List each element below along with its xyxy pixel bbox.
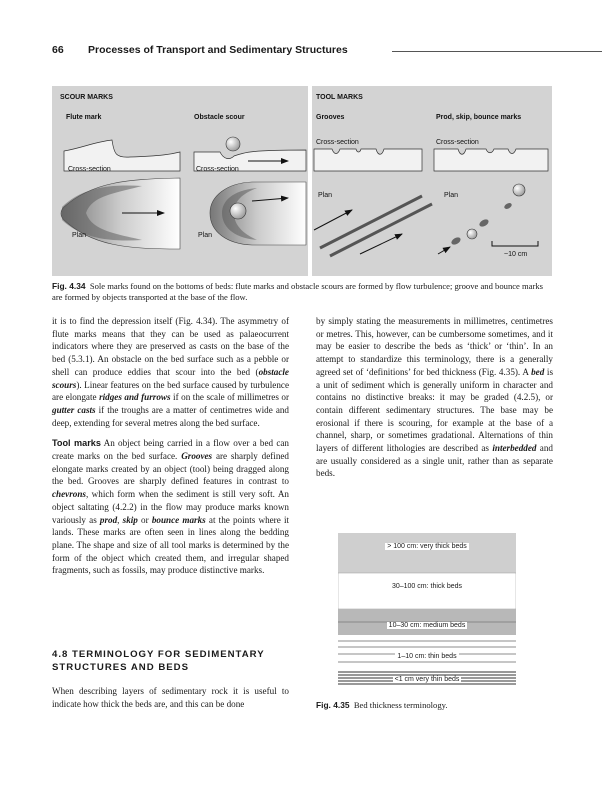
- caption-text: Bed thickness terminology.: [353, 700, 448, 710]
- plan-label: Plan: [72, 232, 87, 239]
- groove-line: [320, 196, 422, 248]
- figure-4-35-caption: [316, 700, 553, 710]
- prod-mark: [450, 236, 462, 246]
- term-obstacle-scours: obstacle scours: [52, 366, 289, 390]
- cross-section-label: Cross-section: [196, 166, 239, 173]
- bouncing-object: [513, 184, 525, 196]
- tool-marks-heading: TOOL MARKS: [316, 94, 363, 101]
- obstacle-pebble-plan: [230, 203, 246, 219]
- figure-4-35: [338, 533, 516, 688]
- flow-arrow: [314, 210, 352, 230]
- scale-bar: [492, 241, 538, 246]
- left-column: [52, 315, 289, 577]
- page-number: 66: [52, 44, 64, 56]
- caption-label: Fig. 4.35: [316, 700, 350, 710]
- scale-label: ~10 cm: [504, 251, 528, 258]
- term-chevrons: chevrons: [52, 489, 86, 500]
- plan-label: Plan: [198, 232, 213, 239]
- very-thick-label: > 100 cm: very thick beds: [387, 543, 467, 550]
- tool-marks-lead: Tool marks: [52, 438, 101, 449]
- caption-text: Sole marks found on the bottoms of beds: flute marks and obstacle scours are formed by flow turbulence; groove and bounce marks are formed by objects transported at the base of the flow.: [52, 281, 544, 302]
- header-rule: [392, 51, 602, 52]
- section-heading-4-8: 4.8 TERMINOLOGY FOR SEDIMENTARY STRUCTURES AND BEDS: [52, 649, 265, 673]
- grooves-title: Grooves: [316, 114, 345, 121]
- panel-divider: [308, 86, 312, 276]
- grooves-cross-section: [314, 149, 422, 171]
- term-gutter-casts: gutter casts: [52, 404, 96, 415]
- caption-label: Fig. 4.34: [52, 281, 86, 291]
- term-skip: skip: [122, 514, 138, 525]
- flute-mark-title: Flute mark: [66, 114, 102, 121]
- term-grooves: Grooves: [181, 451, 213, 462]
- obstacle-pebble: [226, 137, 240, 151]
- obstacle-scour-title: Obstacle scour: [194, 114, 245, 121]
- term-bounce-marks: bounce marks: [151, 514, 206, 525]
- very-thick-bed: [338, 533, 516, 573]
- running-title: Processes of Transport and Sedimentary Structures: [88, 44, 348, 56]
- medium-label: 10–30 cm: medium beds: [388, 622, 466, 629]
- prod-skip-bounce-title: Prod, skip, bounce marks: [436, 114, 522, 121]
- term-bed: bed: [531, 366, 545, 377]
- very-thin-label: <1 cm very thin beds: [394, 676, 460, 683]
- thin-beds-zone: [338, 635, 516, 669]
- flow-arrow: [438, 247, 450, 254]
- thick-bed: [338, 573, 516, 609]
- bouncing-object: [467, 229, 477, 239]
- paragraph-terminology: When describing layers of sedimentary rock it is useful to indicate how thick the beds are, and this can be done: [52, 686, 289, 709]
- plan-label: Plan: [318, 192, 333, 199]
- groove-line: [330, 204, 432, 256]
- thin-label: 1–10 cm: thin beds: [397, 653, 457, 660]
- prod-mark: [503, 202, 512, 210]
- thick-label: 30–100 cm: thick beds: [391, 583, 463, 590]
- right-column: [316, 315, 553, 480]
- cross-section-label: Cross-section: [68, 166, 111, 173]
- scour-marks-heading: SCOUR MARKS: [60, 94, 113, 101]
- running-header: [52, 44, 552, 58]
- cross-section-label: Cross-section: [316, 139, 359, 146]
- paragraph-bed-thickness: by simply stating the measurements in millimetres, centimetres or metres. This, however, can be cumbersome sometimes, and it may be easier to describe the beds as ‘thick’ or ‘thin’. In an attempt to standardize this terminology, there is a generally agreed set of ‘definitions’ for bed thickness (Fig. 4.35). A bed is a unit of sediment which is generally uniform in character and contains no distinctive breaks: it may be graded (4.2.5), or contain different sedimentary structures. The base may be erosional if there is scouring, for example at the base of a channel, sharp, or sometimes gradational. Alternations of thin layers of different lithologies are described as interbedded and are usually considered as a single unit, rather than as separate beds.: [316, 316, 553, 479]
- prod-mark: [478, 218, 490, 228]
- paragraph-flute-obstacle: it is to find the depression itself (Fig. 4.34). The asymmetry of flute marks means that they can be used as palaeocurrent indicators where they are preserved as casts on the base of the bed (5.3.1). An obstacle on the bed surface such as a pebble or shell can produce eddies that scour into the bed (obstacle scours). Linear features on the bed surface caused by turbulence are elongate ridges and furrows if on the scale of millimetres or gutter casts if the troughs are a matter of centimetres wide and deep, extending for several metres along the bed surface.: [52, 316, 289, 428]
- term-interbedded: interbedded: [492, 443, 537, 454]
- figure-4-34: [52, 86, 552, 276]
- term-ridges-furrows: ridges and furrows: [99, 392, 171, 403]
- paragraph-tool-marks: Tool marks An object being carried in a flow over a bed can create marks on the bed surface. Grooves are sharply defined elongate marks created by an object (tool) being dragged along the bed. Grooves are sharply defined features in contrast to chevrons, which form when the sediment is still very soft. An object saltating (4.2.2) in the flow may produce marks known variously as prod, skip or bounce marks at the points where it lands. These marks are often seen in lines along the bedding plane. The shape and size of all tool marks is determined by the form of the object which created them, and irregular shaped fragments, such as fossils, may produce distinctive marks.: [52, 438, 290, 576]
- figure-4-34-caption: [52, 281, 552, 303]
- bed-thickness-diagram: [338, 533, 516, 688]
- prod-cross-section: [434, 149, 548, 171]
- plan-label: Plan: [444, 192, 459, 199]
- term-prod: prod: [99, 514, 118, 525]
- cross-section-label: Cross-section: [436, 139, 479, 146]
